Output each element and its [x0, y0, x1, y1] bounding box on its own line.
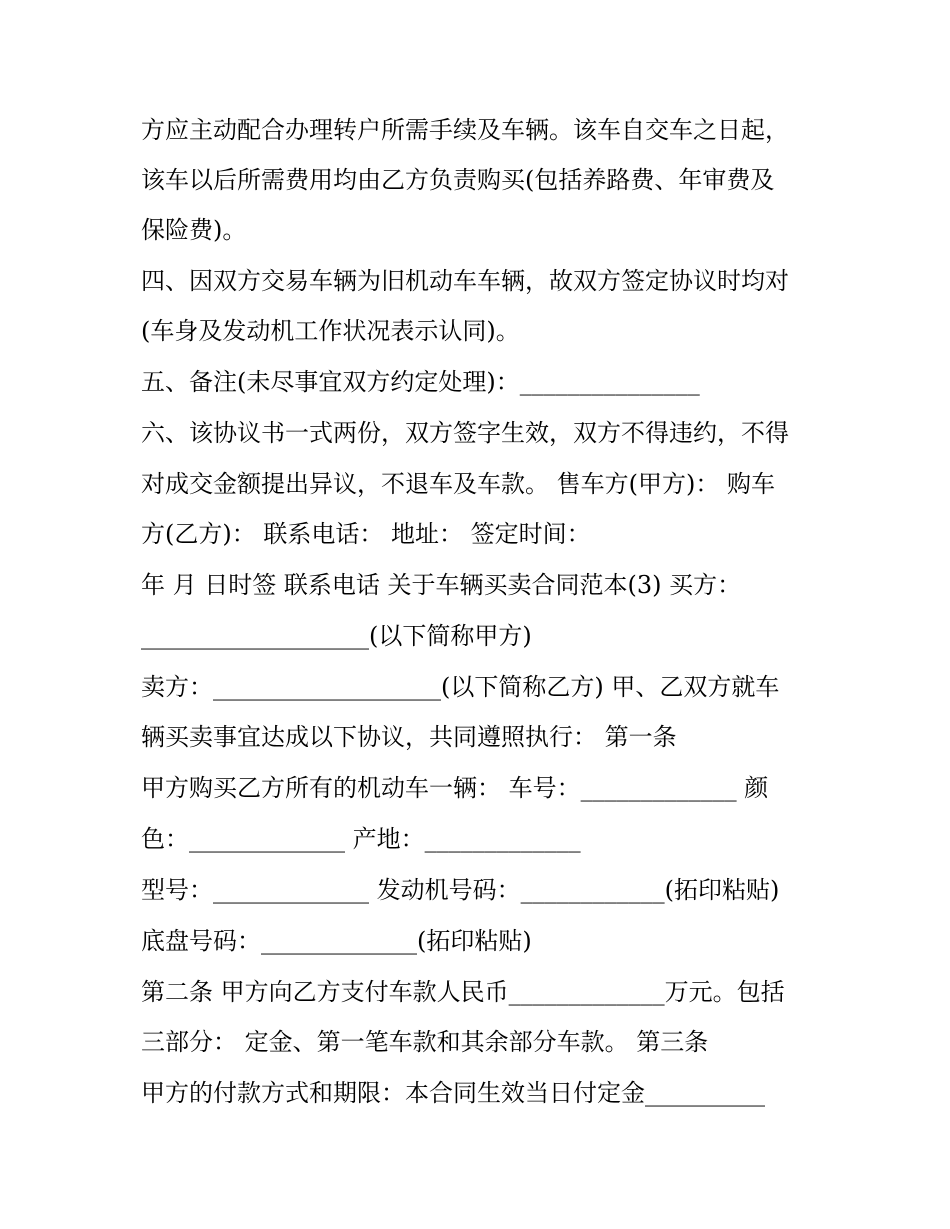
text-line-15: 色：_____________ 产地：_____________: [141, 825, 581, 853]
text-line-12: 卖方：___________________(以下简称乙方) 甲、乙双方就车: [141, 673, 780, 701]
text-line-17: 底盘号码：_____________(拓印粘贴): [141, 927, 532, 955]
text-line-11: ___________________(以下简称甲方): [141, 622, 532, 650]
text-line-19: 三部分： 定金、第一笔车款和其余部分车款。 第三条: [141, 1028, 709, 1056]
text-line-7: 六、该协议书一式两份，双方签字生效，双方不得违约，不得: [141, 419, 789, 447]
text-line-14: 甲方购买乙方所有的机动车一辆： 车号：_____________ 颜: [141, 774, 769, 802]
text-line-1: 方应主动配合办理转户所需手续及车辆。该车自交车之日起，: [141, 116, 789, 144]
text-line-9: 方(乙方)： 联系电话： 地址： 签定时间：: [141, 520, 591, 548]
text-line-16: 型号：_____________ 发动机号码：____________(拓印粘贴): [141, 876, 780, 904]
text-line-13: 辆买卖事宜达成以下协议，共同遵照执行： 第一条: [141, 723, 677, 751]
text-line-6: 五、备注(未尽事宜双方约定处理)：_______________: [141, 368, 700, 396]
text-line-4: 四、因双方交易车辆为旧机动车车辆，故双方签定协议时均对: [141, 267, 789, 295]
text-line-8: 对成交金额提出异议，不退车及车款。 售车方(甲方)： 购车: [141, 470, 775, 498]
text-line-20: 甲方的付款方式和期限：本合同生效当日付定金__________: [141, 1079, 765, 1107]
text-line-18: 第二条 甲方向乙方支付车款人民币_____________万元。包括: [141, 978, 785, 1006]
text-line-2: 该车以后所需费用均由乙方负责购买(包括养路费、年审费及: [141, 166, 775, 194]
text-line-10: 年 月 日时签 联系电话 关于车辆买卖合同范本(3) 买方：: [141, 571, 742, 599]
text-line-5: (车身及发动机工作状况表示认同)。: [141, 317, 520, 345]
text-line-3: 保险费)。: [141, 216, 247, 244]
